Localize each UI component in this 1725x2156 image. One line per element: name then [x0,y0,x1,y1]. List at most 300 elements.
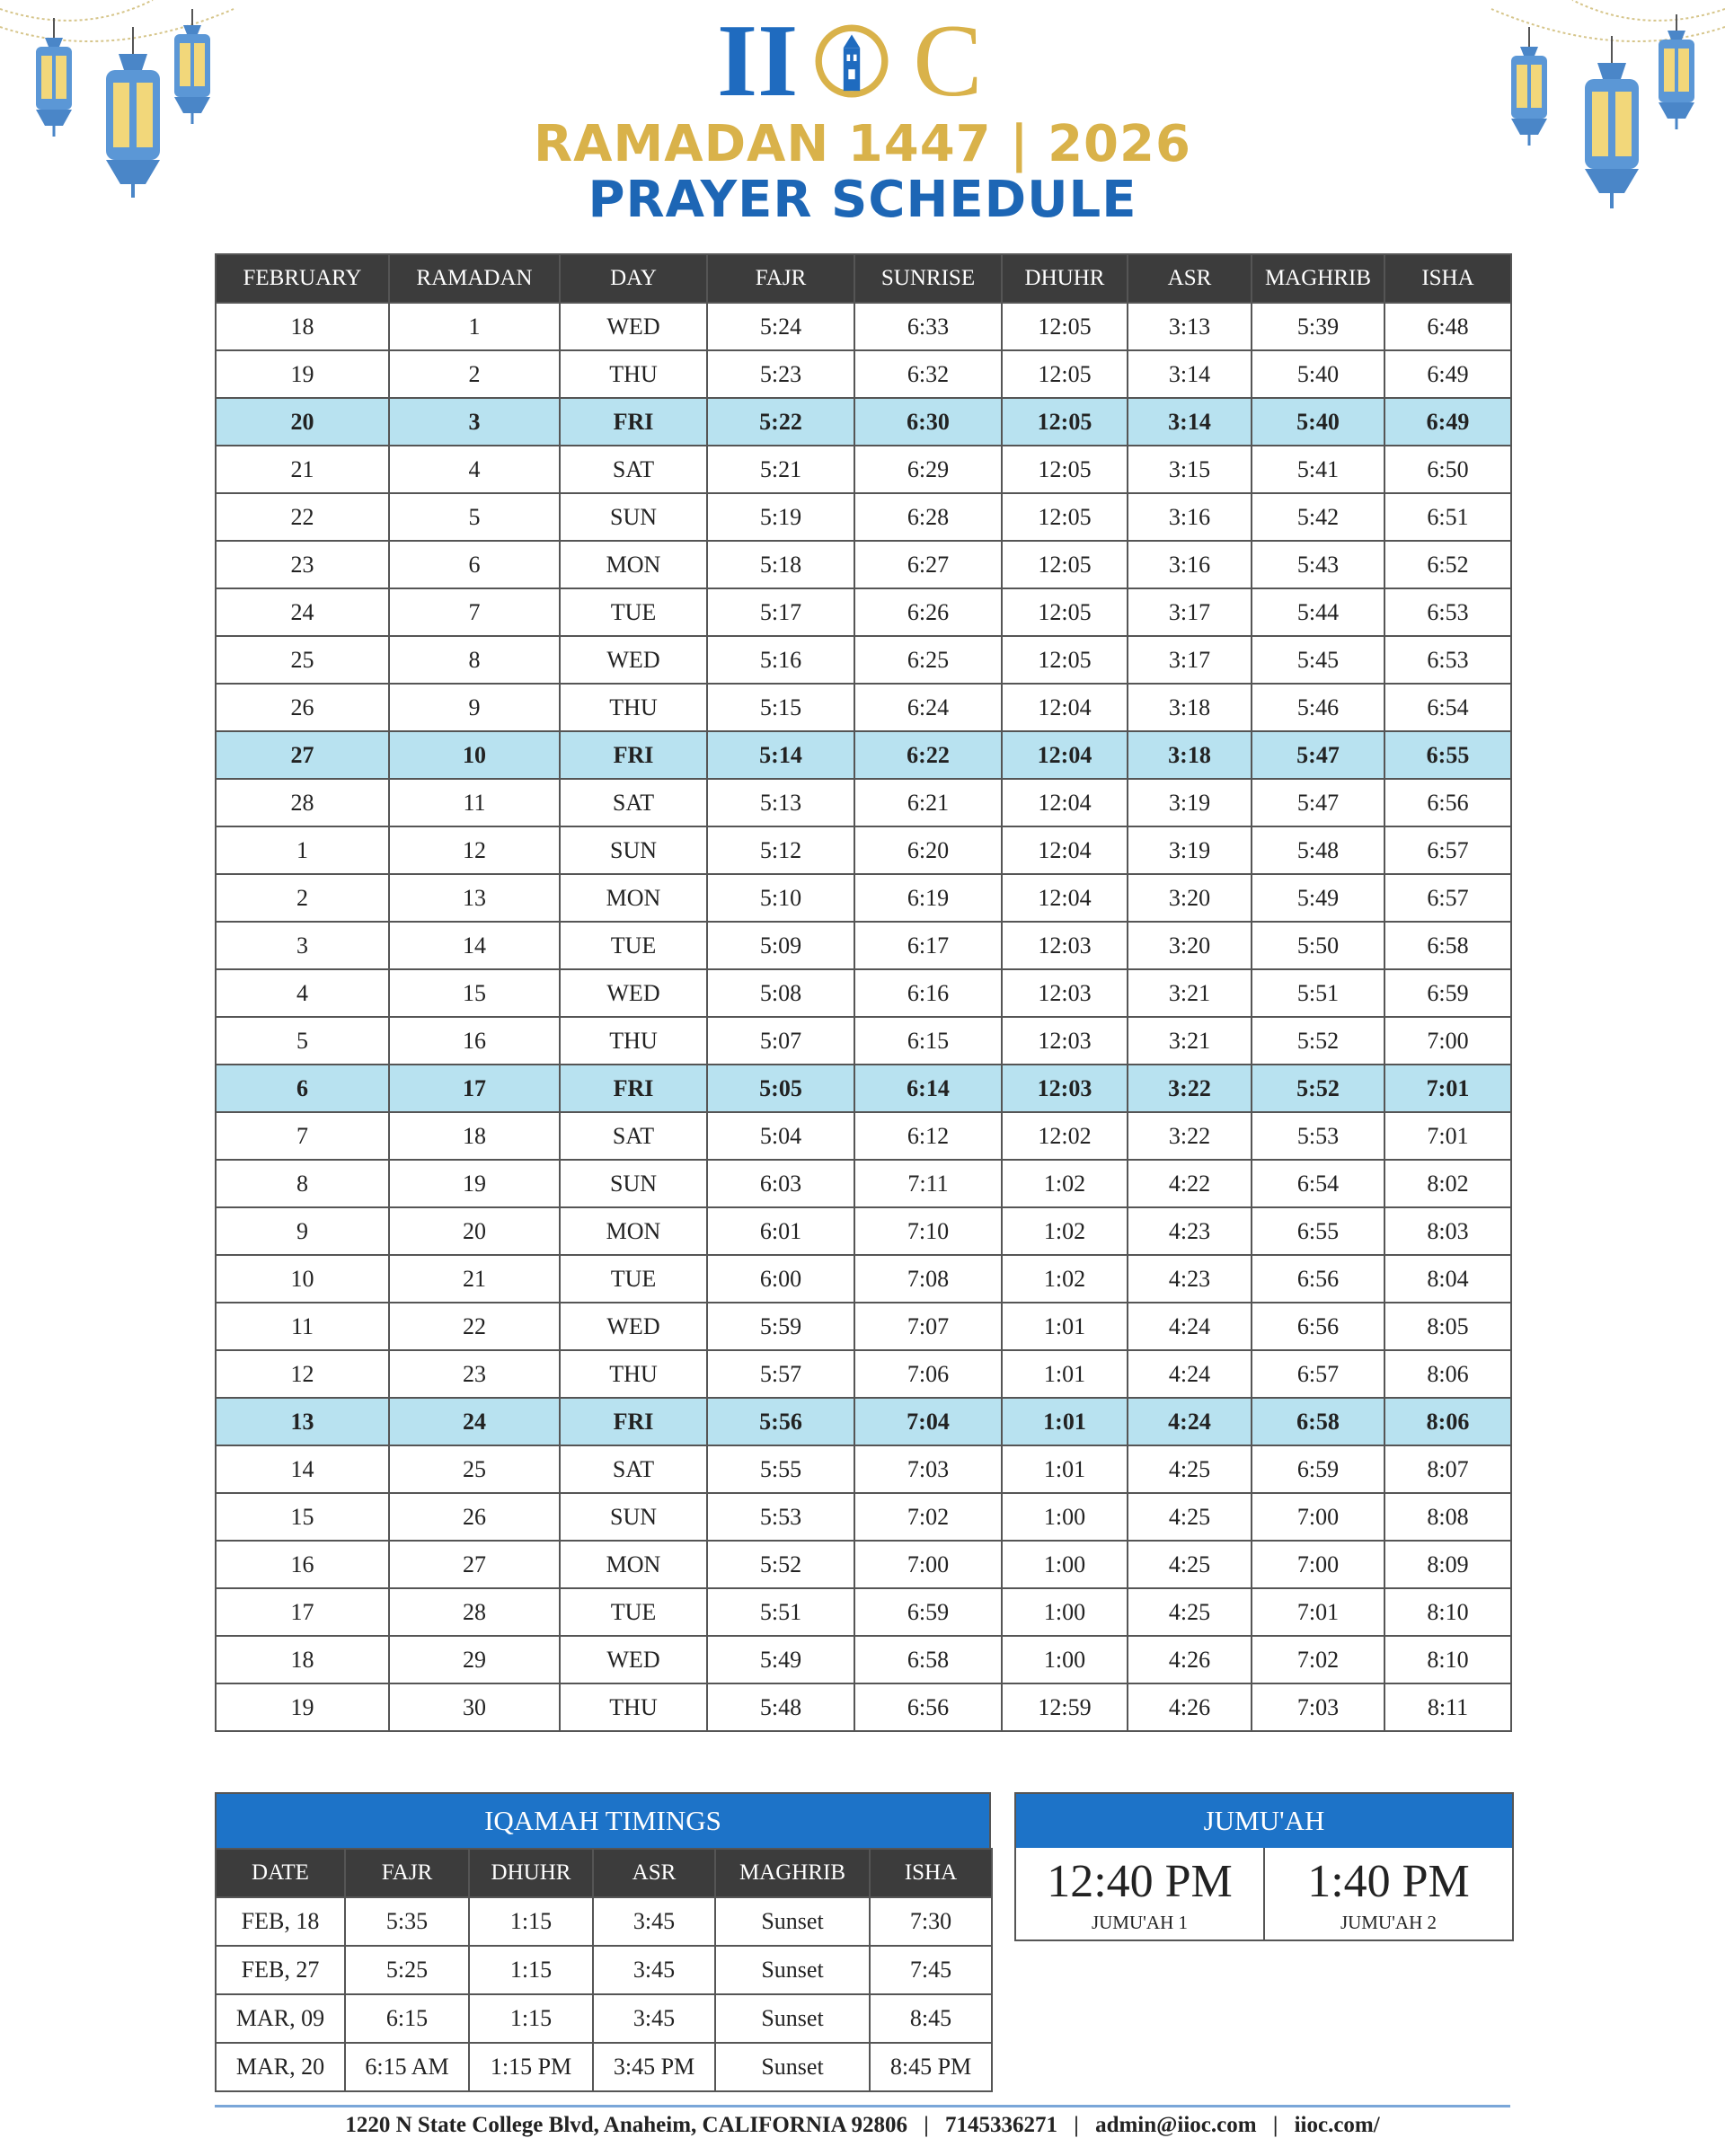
table-cell: 6:27 [854,541,1002,588]
table-cell: 5:48 [707,1683,854,1731]
table-cell: 5:43 [1252,541,1384,588]
table-cell: 6:51 [1384,493,1511,541]
table-cell: 10 [389,731,560,779]
table-cell: 12 [216,1350,389,1398]
table-cell: 24 [389,1398,560,1445]
table-cell: TUE [560,922,707,969]
table-cell: 1:00 [1002,1636,1128,1683]
schedule-column-header: DAY [560,254,707,303]
table-cell: 6:56 [1384,779,1511,826]
footer-divider [215,2105,1510,2107]
table-cell: 1:15 [469,1946,593,1994]
table-cell: 6:58 [1384,922,1511,969]
table-cell: 6:57 [1384,874,1511,922]
table-cell: 5:16 [707,636,854,684]
table-cell: 5:25 [345,1946,469,1994]
iqamah-column-header: ISHA [870,1849,992,1897]
table-cell: 6:52 [1384,541,1511,588]
table-row [216,541,1511,588]
table-cell: 3:21 [1128,969,1252,1017]
table-cell: 16 [216,1541,389,1588]
jumuah-panel [1014,1792,1514,1941]
table-cell: 5:40 [1252,398,1384,446]
table-cell: 4:24 [1128,1350,1252,1398]
table-cell: 5:19 [707,493,854,541]
table-cell: 27 [216,731,389,779]
logo-letters-ii: II [717,4,799,119]
table-row [216,779,1511,826]
table-cell: 5:53 [707,1493,854,1541]
table-cell: 3:45 PM [593,2043,715,2091]
table-row [216,731,1511,779]
table-cell: FEB, 27 [216,1946,345,1994]
table-row [216,826,1511,874]
table-cell: 5:08 [707,969,854,1017]
jumuah-2-time: 1:40 PM [1307,1856,1470,1907]
table-row [216,1112,1511,1160]
table-row [216,969,1511,1017]
table-cell: 22 [389,1303,560,1350]
table-row [216,1588,1511,1636]
table-row [216,303,1511,350]
table-cell: 5:09 [707,922,854,969]
table-cell: 6:32 [854,350,1002,398]
table-cell: 3:14 [1128,398,1252,446]
table-cell: 8:06 [1384,1398,1511,1445]
footer-address: 1220 N State College Blvd, Anaheim, CALIFORNIA 92806 [345,2113,908,2137]
table-cell: TUE [560,1255,707,1303]
table-cell: 5:35 [345,1897,469,1946]
table-cell: 6:50 [1384,446,1511,493]
table-cell: 5:40 [1252,350,1384,398]
table-cell: 17 [216,1588,389,1636]
table-cell: 4:25 [1128,1588,1252,1636]
schedule-column-header: FAJR [707,254,854,303]
table-cell: 6:53 [1384,636,1511,684]
iqamah-header-row [216,1849,992,1897]
table-cell: 1:01 [1002,1350,1128,1398]
table-cell: THU [560,1683,707,1731]
table-cell: 7:04 [854,1398,1002,1445]
table-cell: 21 [216,446,389,493]
table-cell: 13 [389,874,560,922]
table-cell: 8:08 [1384,1493,1511,1541]
table-cell: 12:02 [1002,1112,1128,1160]
table-cell: 21 [389,1255,560,1303]
table-row [216,1636,1511,1683]
table-cell: 6:55 [1384,731,1511,779]
table-cell: 12:04 [1002,684,1128,731]
table-cell: 6:24 [854,684,1002,731]
footer-website: iioc.com/ [1294,2113,1380,2137]
table-cell: 4:26 [1128,1636,1252,1683]
table-cell: 14 [389,922,560,969]
table-cell: 13 [216,1398,389,1445]
table-cell: 3:20 [1128,922,1252,969]
jumuah-1-label: JUMU'AH 1 [1091,1912,1189,1933]
table-cell: 6:48 [1384,303,1511,350]
table-cell: 16 [389,1017,560,1065]
jumuah-title: JUMU'AH [1016,1794,1512,1848]
table-cell: 5:23 [707,350,854,398]
table-row [216,1350,1511,1398]
table-cell: 6:56 [1252,1255,1384,1303]
table-cell: 6:15 [854,1017,1002,1065]
table-cell: 7:01 [1384,1065,1511,1112]
table-cell: 6:00 [707,1255,854,1303]
table-cell: 6:12 [854,1112,1002,1160]
table-cell: 6:33 [854,303,1002,350]
table-cell: 6:59 [1384,969,1511,1017]
table-cell: 4 [389,446,560,493]
table-cell: 7:03 [1252,1683,1384,1731]
table-cell: 5:48 [1252,826,1384,874]
table-cell: 26 [389,1493,560,1541]
table-cell: 6:15 [345,1994,469,2043]
table-cell: 1:02 [1002,1207,1128,1255]
table-cell: 6:57 [1384,826,1511,874]
table-row [216,636,1511,684]
table-cell: 8:03 [1384,1207,1511,1255]
schedule-column-header: SUNRISE [854,254,1002,303]
jumuah-1-time: 12:40 PM [1047,1856,1233,1907]
schedule-column-header: RAMADAN [389,254,560,303]
table-cell: 5:44 [1252,588,1384,636]
table-row [216,1017,1511,1065]
table-cell: 15 [389,969,560,1017]
table-cell: 12:59 [1002,1683,1128,1731]
table-cell: 25 [216,636,389,684]
table-cell: 4:23 [1128,1255,1252,1303]
table-cell: 12:04 [1002,826,1128,874]
table-cell: 25 [389,1445,560,1493]
table-cell: 6:22 [854,731,1002,779]
table-cell: 6:54 [1384,684,1511,731]
table-cell: 5:04 [707,1112,854,1160]
page-title-ramadan: RAMADAN 1447 | 2026 [534,115,1191,173]
table-cell: 3:18 [1128,684,1252,731]
table-cell: 6:17 [854,922,1002,969]
table-cell: THU [560,684,707,731]
table-cell: WED [560,969,707,1017]
table-cell: 18 [389,1112,560,1160]
table-cell: 1 [216,826,389,874]
table-cell: 6:53 [1384,588,1511,636]
table-cell: 6:16 [854,969,1002,1017]
table-cell: 10 [216,1255,389,1303]
table-cell: 3:16 [1128,493,1252,541]
iqamah-body [216,1897,992,2091]
table-cell: 18 [216,303,389,350]
table-cell: 5:49 [707,1636,854,1683]
iqamah-column-header: DHUHR [469,1849,593,1897]
table-cell: FRI [560,1398,707,1445]
table-cell: WED [560,1636,707,1683]
table-cell: 7:00 [1252,1493,1384,1541]
table-cell: 7 [389,588,560,636]
table-cell: 3:16 [1128,541,1252,588]
table-cell: 5:45 [1252,636,1384,684]
table-cell: 6:28 [854,493,1002,541]
jumuah-slot-1 [1016,1848,1263,1940]
table-cell: SUN [560,493,707,541]
table-cell: 12:05 [1002,588,1128,636]
table-cell: 5:05 [707,1065,854,1112]
table-cell: 12 [389,826,560,874]
table-cell: 5:42 [1252,493,1384,541]
table-cell: 5:39 [1252,303,1384,350]
table-cell: 5:52 [707,1541,854,1588]
table-cell: 8:45 PM [870,2043,992,2091]
table-row [216,1541,1511,1588]
table-cell: 5:49 [1252,874,1384,922]
table-cell: 7:00 [1252,1541,1384,1588]
footer-phone: 7145336271 [945,2113,1058,2137]
table-cell: Sunset [715,1897,870,1946]
table-cell: MON [560,1541,707,1588]
table-cell: 5:52 [1252,1065,1384,1112]
table-cell: 5:57 [707,1350,854,1398]
table-row [216,1946,992,1994]
table-cell: 6:26 [854,588,1002,636]
table-cell: WED [560,636,707,684]
table-cell: 4:23 [1128,1207,1252,1255]
table-cell: 8:10 [1384,1588,1511,1636]
table-cell: TUE [560,588,707,636]
table-cell: MON [560,874,707,922]
table-cell: 7:07 [854,1303,1002,1350]
table-cell: 23 [389,1350,560,1398]
table-row [216,1065,1511,1112]
table-cell: 6 [216,1065,389,1112]
table-cell: 8:07 [1384,1445,1511,1493]
table-row [216,398,1511,446]
table-cell: MON [560,1207,707,1255]
table-cell: 5:41 [1252,446,1384,493]
table-cell: SAT [560,779,707,826]
table-cell: 7:06 [854,1350,1002,1398]
table-body [216,303,1511,1731]
table-row [216,1994,992,2043]
table-row [216,1398,1511,1445]
table-cell: 1:01 [1002,1445,1128,1493]
iqamah-table [215,1848,993,2092]
table-cell: 3:45 [593,1897,715,1946]
table-cell: 3 [389,398,560,446]
table-cell: 8:02 [1384,1160,1511,1207]
table-cell: FRI [560,1065,707,1112]
table-cell: 5 [389,493,560,541]
table-cell: 6:29 [854,446,1002,493]
table-cell: 8:04 [1384,1255,1511,1303]
table-cell: 8:05 [1384,1303,1511,1350]
table-cell: 9 [216,1207,389,1255]
table-cell: Sunset [715,1994,870,2043]
table-cell: SAT [560,1445,707,1493]
schedule-column-header: MAGHRIB [1252,254,1384,303]
table-cell: 1:15 PM [469,2043,593,2091]
table-cell: FRI [560,398,707,446]
logo-letter-c: C [913,4,983,119]
table-cell: 6:01 [707,1207,854,1255]
table-cell: 6:59 [854,1588,1002,1636]
mosque-minaret-icon [810,20,893,102]
table-cell: 18 [216,1636,389,1683]
footer-separator: | [1074,2113,1079,2137]
table-cell: TUE [560,1588,707,1636]
table-cell: Sunset [715,1946,870,1994]
table-cell: SUN [560,1160,707,1207]
table-cell: 8:09 [1384,1541,1511,1588]
table-cell: 30 [389,1683,560,1731]
table-row [216,684,1511,731]
table-cell: 5:47 [1252,731,1384,779]
table-cell: 3:19 [1128,779,1252,826]
table-cell: 4:25 [1128,1541,1252,1588]
table-cell: 5:53 [1252,1112,1384,1160]
table-cell: 3:22 [1128,1112,1252,1160]
table-cell: 7:03 [854,1445,1002,1493]
table-cell: 7:02 [854,1493,1002,1541]
table-cell: 7:00 [1384,1017,1511,1065]
table-cell: 1:00 [1002,1541,1128,1588]
table-cell: MAR, 09 [216,1994,345,2043]
table-cell: 5:51 [1252,969,1384,1017]
table-cell: 6:19 [854,874,1002,922]
table-row [216,588,1511,636]
table-cell: 3:19 [1128,826,1252,874]
table-row [216,1303,1511,1350]
table-cell: 9 [389,684,560,731]
table-cell: 4 [216,969,389,1017]
table-cell: 3:17 [1128,588,1252,636]
table-cell: 2 [216,874,389,922]
table-cell: 17 [389,1065,560,1112]
iqamah-column-header: MAGHRIB [715,1849,870,1897]
table-cell: 3:18 [1128,731,1252,779]
table-cell: 12:03 [1002,1065,1128,1112]
table-cell: 6:20 [854,826,1002,874]
table-cell: 12:04 [1002,874,1128,922]
table-cell: 12:05 [1002,398,1128,446]
table-cell: FEB, 18 [216,1897,345,1946]
table-row [216,1255,1511,1303]
table-cell: 5:56 [707,1398,854,1445]
table-cell: 5:47 [1252,779,1384,826]
table-cell: 6:49 [1384,398,1511,446]
table-cell: 1:15 [469,1897,593,1946]
table-cell: 14 [216,1445,389,1493]
table-cell: THU [560,350,707,398]
table-cell: 19 [216,350,389,398]
table-cell: 5:12 [707,826,854,874]
table-cell: MON [560,541,707,588]
table-cell: 26 [216,684,389,731]
table-cell: 12:03 [1002,922,1128,969]
table-cell: 6:21 [854,779,1002,826]
page-title-schedule: PRAYER SCHEDULE [588,171,1137,229]
table-row [216,1493,1511,1541]
table-cell: 5:51 [707,1588,854,1636]
table-cell: 11 [389,779,560,826]
table-cell: 19 [216,1683,389,1731]
table-cell: 6:56 [1252,1303,1384,1350]
table-cell: 5:50 [1252,922,1384,969]
table-cell: 5:07 [707,1017,854,1065]
table-cell: 6:55 [1252,1207,1384,1255]
table-cell: 1:01 [1002,1398,1128,1445]
footer-contact [0,2113,1725,2138]
table-cell: 3:20 [1128,874,1252,922]
table-row [216,1207,1511,1255]
table-cell: 7 [216,1112,389,1160]
table-cell: 8:10 [1384,1636,1511,1683]
table-cell: 7:08 [854,1255,1002,1303]
table-row [216,2043,992,2091]
table-cell: SAT [560,1112,707,1160]
table-cell: 5:14 [707,731,854,779]
table-cell: 11 [216,1303,389,1350]
table-cell: 8 [216,1160,389,1207]
iqamah-timings-panel [215,1792,991,2092]
iqamah-column-header: ASR [593,1849,715,1897]
table-cell: 7:00 [854,1541,1002,1588]
table-cell: 12:03 [1002,969,1128,1017]
table-cell: FRI [560,731,707,779]
table-cell: 7:30 [870,1897,992,1946]
table-cell: 5:55 [707,1445,854,1493]
table-cell: WED [560,303,707,350]
table-cell: THU [560,1017,707,1065]
table-row [216,1445,1511,1493]
table-cell: 3:22 [1128,1065,1252,1112]
table-cell: 28 [216,779,389,826]
table-cell: 1:00 [1002,1588,1128,1636]
table-cell: 5 [216,1017,389,1065]
table-cell: 8 [389,636,560,684]
table-cell: 5:59 [707,1303,854,1350]
table-cell: 6:54 [1252,1160,1384,1207]
footer-separator: | [924,2113,929,2137]
table-cell: SUN [560,1493,707,1541]
table-cell: 4:25 [1128,1493,1252,1541]
table-cell: 3:15 [1128,446,1252,493]
table-cell: 12:05 [1002,446,1128,493]
table-header-row [216,254,1511,303]
footer-email: admin@iioc.com [1095,2113,1257,2137]
table-cell: 12:03 [1002,1017,1128,1065]
table-cell: Sunset [715,2043,870,2091]
table-cell: 19 [389,1160,560,1207]
jumuah-slot-2 [1263,1848,1512,1940]
table-cell: 6:59 [1252,1445,1384,1493]
table-cell: 7:01 [1384,1112,1511,1160]
table-cell: 20 [216,398,389,446]
table-cell: 7:02 [1252,1636,1384,1683]
table-cell: 5:10 [707,874,854,922]
table-cell: 5:24 [707,303,854,350]
table-cell: 6:58 [854,1636,1002,1683]
table-cell: 6 [389,541,560,588]
table-cell: 12:05 [1002,303,1128,350]
table-cell: 6:49 [1384,350,1511,398]
table-cell: 4:24 [1128,1303,1252,1350]
table-cell: 15 [216,1493,389,1541]
table-cell: 4:22 [1128,1160,1252,1207]
table-cell: 5:21 [707,446,854,493]
table-cell: 6:58 [1252,1398,1384,1445]
table-cell: SAT [560,446,707,493]
